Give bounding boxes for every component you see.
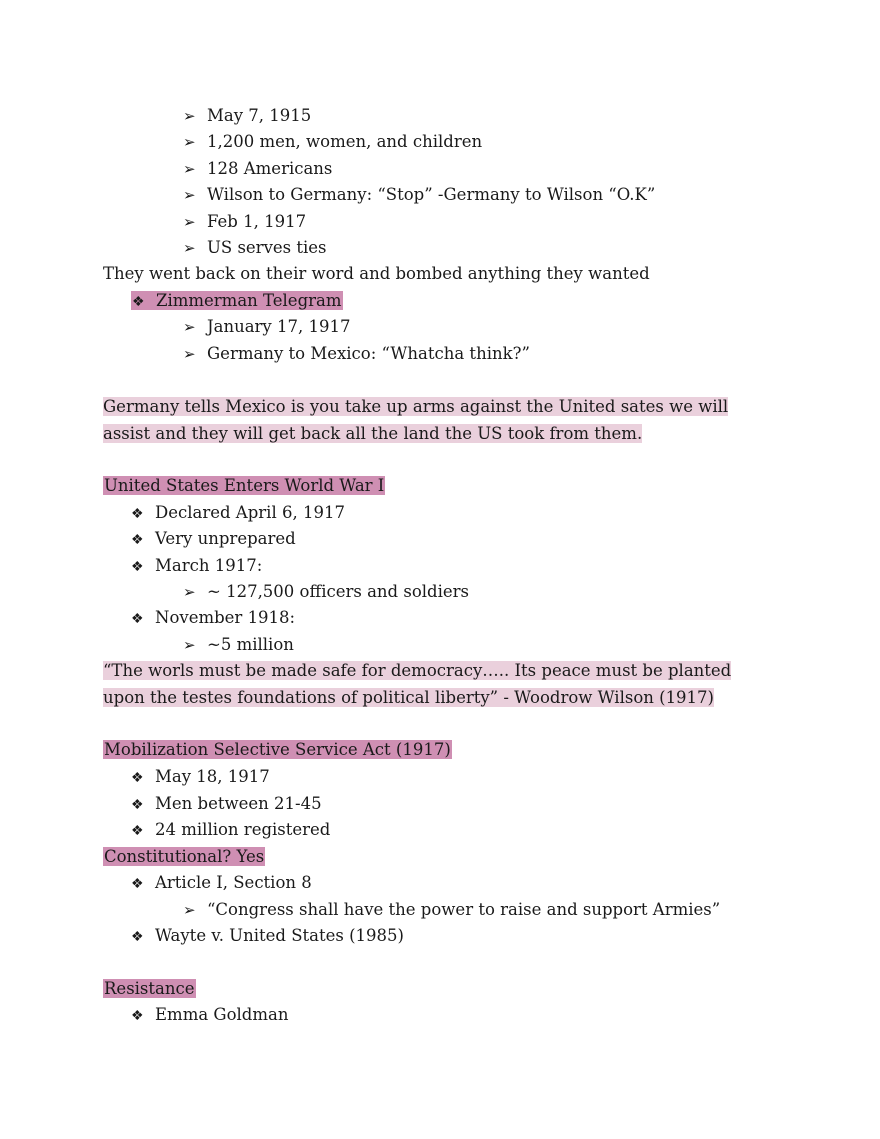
list-item-text: Declared April 6, 1917 bbox=[155, 503, 345, 522]
diamond-bullet-icon: ❖ bbox=[131, 770, 144, 786]
arrow-bullet-icon: ➢ bbox=[183, 636, 196, 654]
wilson-quote bbox=[103, 658, 763, 711]
list-item bbox=[131, 607, 295, 630]
list-item-text: January 17, 1917 bbox=[207, 317, 351, 336]
mobilization-heading: Mobilization Selective Service Act (1917) bbox=[104, 740, 451, 759]
diamond-bullet-icon: ❖ bbox=[131, 929, 144, 945]
quote-text: “The worls must be made safe for democracy….. Its peace must be planted upon the testes foundations of political liberty” - Woodrow Wilson (1917) bbox=[103, 661, 732, 707]
list-item bbox=[131, 766, 270, 789]
list-item bbox=[131, 502, 345, 525]
list-item-text: Germany to Mexico: “Whatcha think?” bbox=[207, 344, 530, 363]
list-item bbox=[183, 211, 306, 233]
list-item-text: Feb 1, 1917 bbox=[207, 212, 307, 231]
diamond-bullet-icon: ❖ bbox=[132, 294, 145, 310]
list-item-text: Very unprepared bbox=[155, 529, 296, 548]
list-item-text: ~ 127,500 officers and soldiers bbox=[207, 582, 469, 601]
list-item bbox=[183, 581, 469, 603]
list-item-text: ~5 million bbox=[207, 635, 294, 654]
paragraph-text: Germany tells Mexico is you take up arms against the United sates we will assist and they will get back all the land the US took from them. bbox=[103, 397, 729, 443]
arrow-bullet-icon: ➢ bbox=[183, 583, 196, 601]
list-item bbox=[183, 131, 482, 153]
list-item bbox=[183, 237, 327, 259]
list-item-text: 24 million registered bbox=[155, 820, 331, 839]
diamond-bullet-icon: ❖ bbox=[131, 876, 144, 892]
diamond-bullet-icon: ❖ bbox=[131, 611, 144, 627]
list-item-text: 128 Americans bbox=[207, 159, 333, 178]
body-text: They went back on their word and bombed anything they wanted bbox=[103, 264, 650, 283]
list-item bbox=[131, 793, 322, 816]
list-item-text: Men between 21-45 bbox=[155, 794, 322, 813]
list-item bbox=[183, 105, 311, 127]
resistance-heading: Resistance bbox=[104, 979, 195, 998]
list-item bbox=[131, 528, 296, 551]
arrow-bullet-icon: ➢ bbox=[183, 160, 196, 178]
arrow-bullet-icon: ➢ bbox=[183, 107, 196, 125]
list-item-text: November 1918: bbox=[155, 608, 296, 627]
list-item-text: March 1917: bbox=[155, 556, 263, 575]
list-item-text: “Congress shall have the power to raise and support Armies” bbox=[207, 900, 721, 919]
diamond-bullet-icon: ❖ bbox=[131, 532, 144, 548]
list-item bbox=[131, 555, 262, 578]
arrow-bullet-icon: ➢ bbox=[183, 345, 196, 363]
diamond-bullet-icon: ❖ bbox=[131, 1008, 144, 1024]
highlighted-heading bbox=[131, 291, 343, 310]
arrow-bullet-icon: ➢ bbox=[183, 133, 196, 151]
diamond-bullet-icon: ❖ bbox=[131, 797, 144, 813]
germany-paragraph bbox=[103, 394, 763, 447]
diamond-bullet-icon: ❖ bbox=[131, 823, 144, 839]
arrow-bullet-icon: ➢ bbox=[183, 901, 196, 919]
list-item-text: US serves ties bbox=[207, 238, 327, 257]
list-item bbox=[183, 316, 350, 338]
us-enters-heading: United States Enters World War I bbox=[104, 476, 385, 495]
list-item-text: Wilson to Germany: “Stop” -Germany to Wilson “O.K” bbox=[207, 185, 656, 204]
list-item bbox=[183, 158, 332, 180]
section-heading bbox=[103, 475, 385, 497]
diamond-bullet-icon: ❖ bbox=[131, 559, 144, 575]
list-item bbox=[131, 925, 404, 948]
constitutional-heading: Constitutional? Yes bbox=[104, 847, 265, 866]
list-item-text: Wayte v. United States (1985) bbox=[155, 926, 404, 945]
arrow-bullet-icon: ➢ bbox=[183, 239, 196, 257]
list-item-text: Emma Goldman bbox=[155, 1005, 289, 1024]
list-item bbox=[183, 634, 294, 656]
list-item bbox=[183, 899, 720, 921]
list-item-text: 1,200 men, women, and children bbox=[207, 132, 483, 151]
list-item-text: May 18, 1917 bbox=[155, 767, 270, 786]
zimmerman-heading: Zimmerman Telegram bbox=[156, 291, 342, 310]
section-heading bbox=[103, 978, 196, 1000]
list-item bbox=[131, 290, 343, 313]
diamond-bullet-icon: ❖ bbox=[131, 506, 144, 522]
arrow-bullet-icon: ➢ bbox=[183, 318, 196, 336]
list-item bbox=[131, 872, 312, 895]
list-item bbox=[183, 184, 655, 206]
list-item bbox=[183, 343, 530, 365]
arrow-bullet-icon: ➢ bbox=[183, 213, 196, 231]
list-item-text: Article I, Section 8 bbox=[155, 873, 312, 892]
list-item bbox=[131, 1004, 288, 1027]
section-heading bbox=[103, 846, 265, 868]
arrow-bullet-icon: ➢ bbox=[183, 186, 196, 204]
list-item-text: May 7, 1915 bbox=[207, 106, 312, 125]
section-heading bbox=[103, 739, 452, 761]
list-item bbox=[131, 819, 330, 842]
